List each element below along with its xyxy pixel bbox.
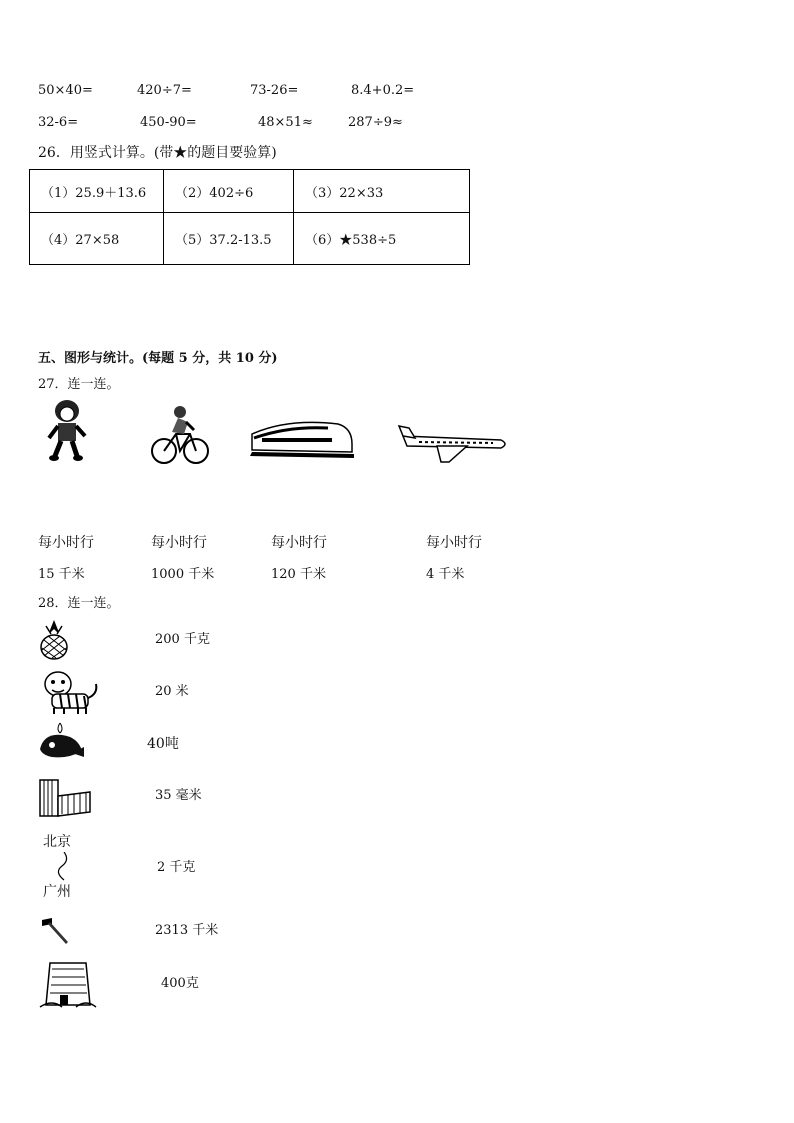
oral-calc-4: 8.4+0.2= [351,83,415,98]
q26-title: 26．用竖式计算。(带★的题目要验算) [38,145,277,161]
speed-value-1: 15 千米 [38,567,85,582]
oral-calc-1: 50×40= [38,83,93,98]
oral-calc-3: 73-26= [250,83,299,98]
bed-icon [38,776,94,818]
calc-cell-5: （5）37.2-13.5 [164,213,294,265]
person-walking-icon [45,398,90,462]
speed-value-2: 1000 千米 [151,567,215,582]
oral-calc-2: 420÷7= [137,83,192,98]
calc-cell-2: （2）402÷6 [164,170,294,213]
oral-calc-6: 450-90= [140,115,197,130]
q28-label-3: 40吨 [147,736,179,752]
vertical-calc-table [29,169,470,265]
calc-cell-6: （6）★538÷5 [294,213,470,265]
route-line-icon [44,852,84,882]
q28-label-5: 2 千克 [157,860,196,875]
whale-icon [38,721,86,761]
speed-label-top-1: 每小时行 [38,535,94,551]
high-speed-train-icon [248,414,358,464]
calc-cell-1: （1）25.9＋13.6 [30,170,164,213]
q28-label-2: 20 米 [155,684,189,699]
speed-value-3: 120 千米 [271,567,326,582]
calc-cell-3: （3）22×33 [294,170,470,213]
q27-title: 27．连一连。 [38,377,120,392]
q28-label-4: 35 毫米 [155,788,202,803]
airplane-icon [397,424,509,464]
q28-label-7: 400克 [161,976,199,991]
speed-label-top-3: 每小时行 [271,535,327,551]
oral-calc-7: 48×51≈ [258,115,313,130]
speed-value-4: 4 千米 [426,567,465,582]
pineapple-icon [38,620,70,660]
q28-label-6: 2313 千米 [155,923,219,938]
building-icon [38,955,98,1009]
speed-label-top-4: 每小时行 [426,535,482,551]
map-label-guangzhou: 广州 [43,884,71,900]
cyclist-icon [150,404,210,466]
q28-title: 28．连一连。 [38,596,120,611]
section5-title: 五、图形与统计。(每题 5 分，共 10 分) [38,351,278,366]
calc-cell-4: （4）27×58 [30,213,164,265]
tiger-icon [38,668,100,716]
oral-calc-8: 287÷9≈ [348,115,403,130]
nail-icon [40,916,70,946]
map-label-beijing: 北京 [43,834,71,850]
oral-calc-5: 32-6= [38,115,79,130]
q28-label-1: 200 千克 [155,632,210,647]
speed-label-top-2: 每小时行 [151,535,207,551]
